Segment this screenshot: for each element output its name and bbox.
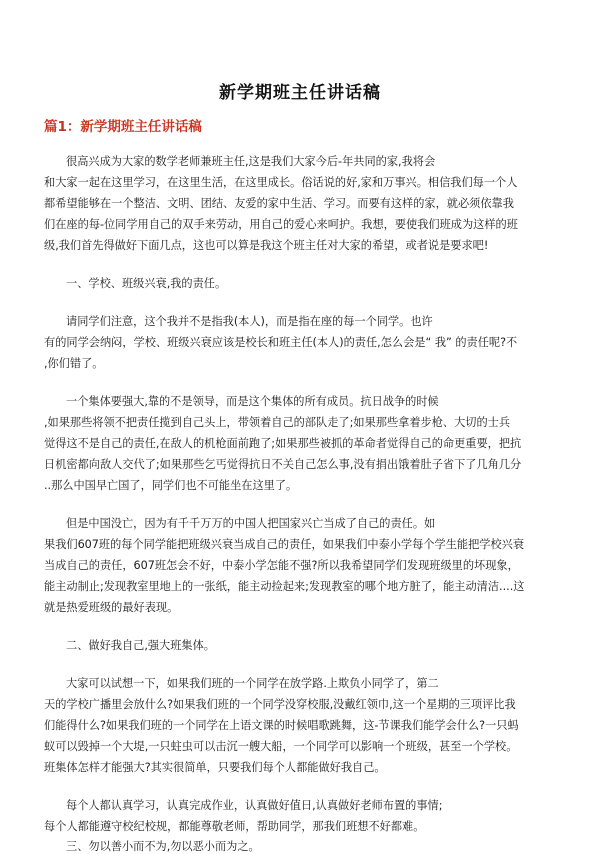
- text-line: 日机密都向敌人交代了;如果那些乞丐觉得抗日不关自己怎么事,没有捐出饿着肚子省下了几角几分: [44, 458, 522, 471]
- text-line: 班集体怎样才能强大?其实很简单，只要我们每个人都能做好我自己。: [44, 761, 386, 774]
- section-heading: 篇1：新学期班主任讲话稿: [44, 119, 202, 135]
- text-line: 有的同学会纳闷，学校、班级兴衰应该是校长和班主任(本人)的责任,怎么会是“ 我” 的责任呢?不: [44, 336, 518, 349]
- text-line: 请同学们注意，这个我并不是指我(本人)，而是指在座的每一个同学。也许: [66, 315, 433, 328]
- text-line: 当成自己的责任，607班怎会不好，中泰小学怎能不强?所以我希望同学们发现班级里的坏现象，: [44, 559, 519, 572]
- text-line: 们在座的每-位同学用自己的双手来劳动，用自己的爱心来呵护。我想，要使我们班成为这样的班: [44, 218, 518, 231]
- text-line: 每个人都能遵守校纪校规，都能尊敬老师，帮助同学，那我们班想不好都难。: [44, 820, 425, 833]
- text-line: 果我们607班的每个同学能把班级兴衰当成自己的责任，如果我们中泰小学每个学生能把学校兴衰: [44, 538, 525, 551]
- text-line: ,如果那些将领不把责任揽到自己头上，带领着自己的部队走了;如果那些拿着步枪、大切的士兵: [44, 416, 511, 429]
- text-line: 天的学校广播里会放什么?如果我们班的一个同学没穿校服,没戴红领巾,这一个星期的三项评比我: [44, 698, 516, 711]
- text-line: 二、做好我自己,强大班集体。: [66, 639, 215, 652]
- text-line: 但是中国没亡，因为有千千万万的中国人把国家兴亡当成了自己的责任。如: [66, 517, 436, 530]
- text-line: 一个集体要强大,靠的不是领导，而是这个集体的所有成员。抗日战争的时候: [66, 395, 439, 408]
- text-line: 每个人都认真学习，认真完成作业，认真做好值日,认真做好老师布置的事情;: [66, 799, 443, 812]
- text-line: 就是热爱班级的最好表现。: [44, 601, 179, 614]
- text-line: 觉得这不是自己的责任,在敌人的机枪面前跑了;如果那些被抓的革命者觉得自己的命更重要，把抗: [44, 437, 522, 450]
- text-line: 蚁可以毁掉一个大堤,一只蛀虫可以击沉一艘大船，一个同学可以影响一个班级，甚至一个学校。: [44, 740, 518, 753]
- text-line: ..那么中国早亡国了，同学们也不可能坐在这里了。: [44, 479, 298, 492]
- text-line: ,你们错了。: [44, 357, 104, 370]
- text-line: 很高兴成为大家的数学老师兼班主任,这是我们大家今后-年共同的家,我将会: [66, 155, 436, 168]
- text-line: 三、勿以善小而不为,勿以恶小而为之。: [66, 840, 260, 853]
- text-line: 级,我们首先得做好下面几点，这也可以算是我这个班主任对大家的希望，或者说是要求吧!: [44, 239, 489, 252]
- text-line: 都希望能够在一个整洁、文明、团结、友爱的家中生活、学习。而要有这样的家，就必须依靠我: [44, 197, 514, 210]
- page-title: 新学期班主任讲话稿: [219, 83, 381, 103]
- text-line: 们能得什么?如果我们班的一个同学在上语文课的时候唱歌跳舞，这-节课我们能学会什么?一只蚂: [44, 719, 519, 732]
- text-line: 一、学校、班级兴衰,我的责任。: [66, 277, 227, 290]
- text-line: 大家可以试想一下，如果我们班的一个同学在放学路.上欺负小同学了，第二: [66, 677, 439, 690]
- text-line: 和大家一起在这里学习，在这里生活，在这里成长。俗话说的好,家和万事兴。相信我们每一个人: [44, 176, 518, 189]
- text-line: 能主动制止;发现教室里地上的一张纸，能主动捡起来;发现教室的哪个地方脏了，能主动清洁....这: [44, 580, 525, 593]
